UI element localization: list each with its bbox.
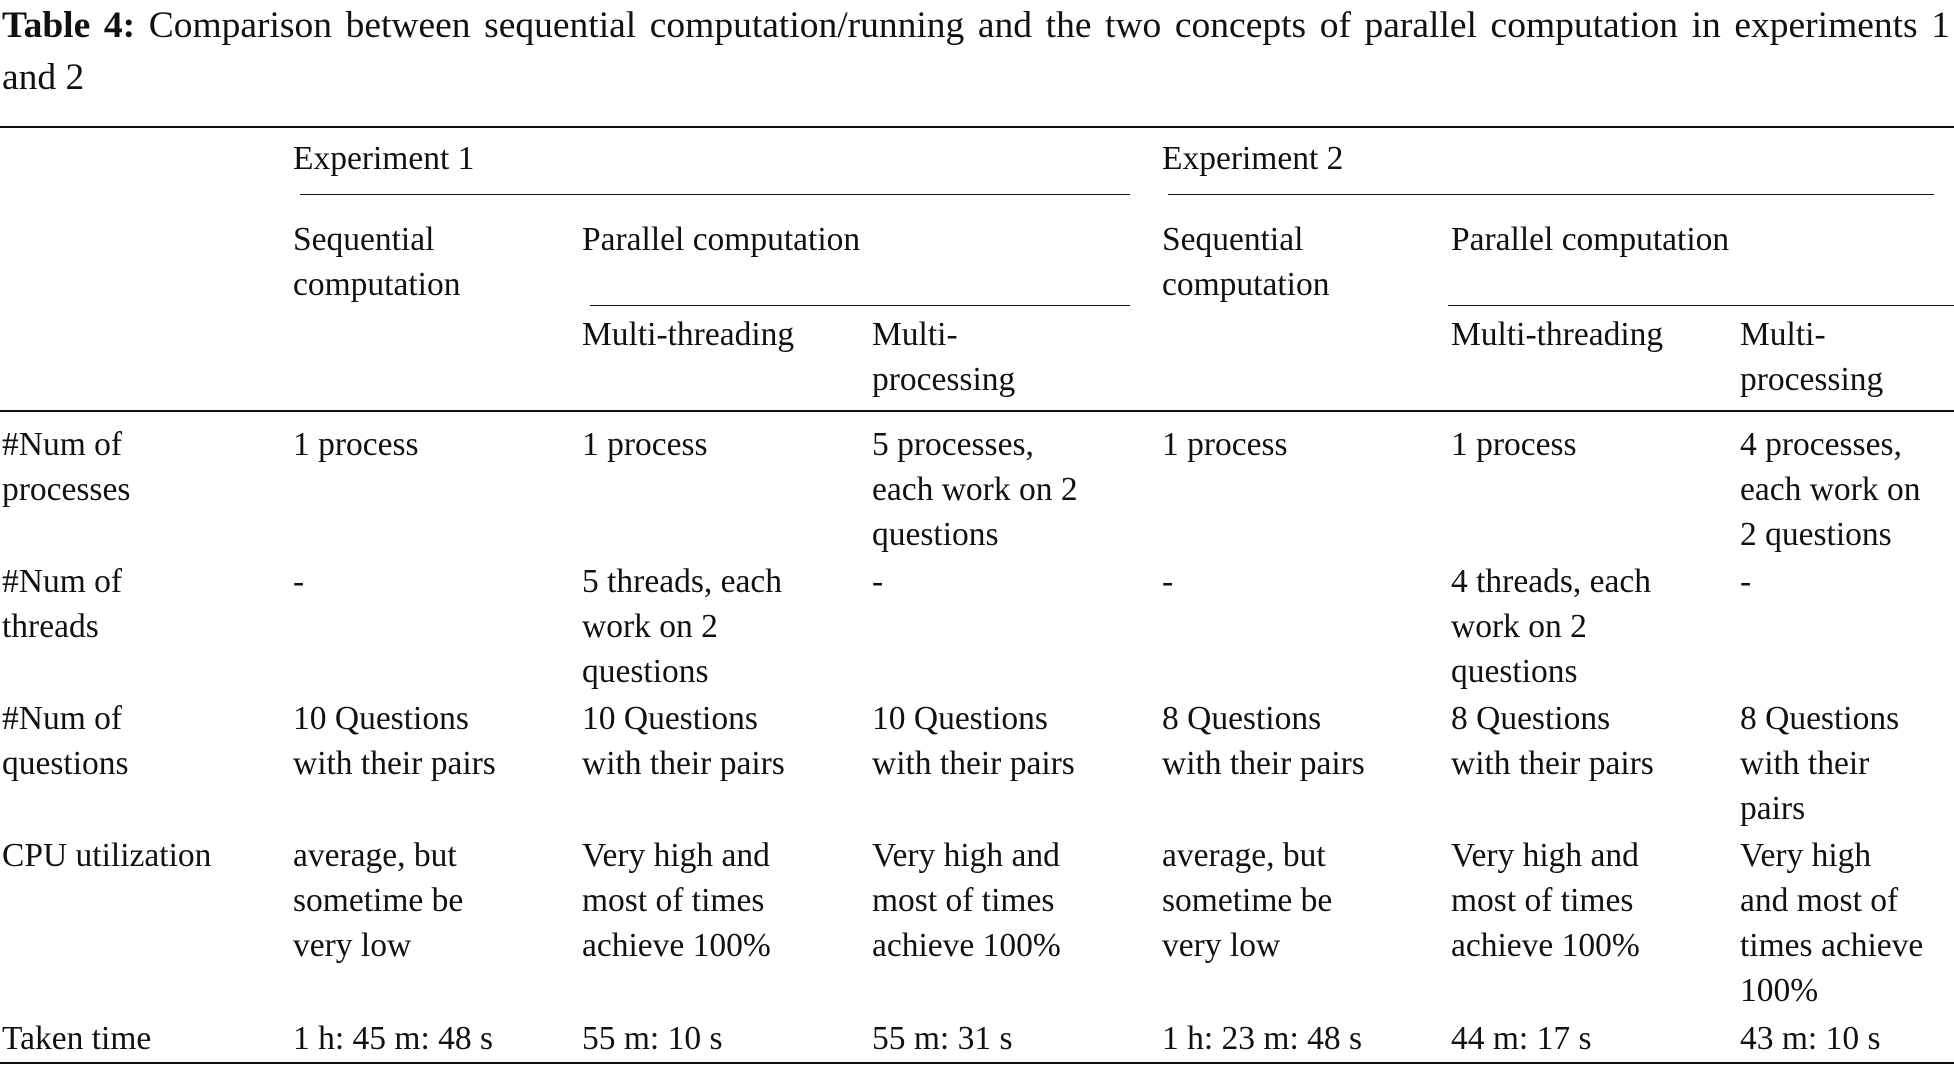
cell-line: - bbox=[1740, 563, 1752, 600]
cell-line: each work on 2 bbox=[872, 471, 1078, 508]
cell-line: sometime be bbox=[293, 882, 464, 919]
cell-line: 44 m: 17 s bbox=[1451, 1020, 1592, 1057]
cell-line: average, but bbox=[1162, 837, 1326, 874]
cell-line: with their pairs bbox=[582, 745, 785, 782]
table-cell bbox=[582, 559, 782, 694]
cell-line: #Num of bbox=[2, 563, 123, 600]
cell-line: with their bbox=[1740, 745, 1870, 782]
table-cell bbox=[872, 422, 1078, 557]
experiment-1-rule bbox=[300, 194, 1130, 195]
cell-line: - bbox=[872, 563, 884, 600]
cell-line: CPU utilization bbox=[2, 837, 212, 874]
cell-line: 43 m: 10 s bbox=[1740, 1020, 1881, 1057]
cell-line: #Num of bbox=[2, 426, 123, 463]
cell-line: with their pairs bbox=[1451, 745, 1654, 782]
table-cell bbox=[1162, 422, 1288, 467]
table-cell bbox=[1740, 696, 1899, 831]
caption-label: Table 4: bbox=[2, 5, 136, 46]
cell-line: with their pairs bbox=[872, 745, 1075, 782]
cell-line: achieve 100% bbox=[1451, 927, 1640, 964]
row-label bbox=[2, 696, 129, 786]
parallel-header-1: Parallel computation bbox=[582, 221, 861, 258]
cell-line: 5 threads, each bbox=[582, 563, 782, 600]
cell-line: 10 Questions bbox=[293, 700, 469, 737]
cell-line: - bbox=[293, 563, 305, 600]
cell-line: 1 process bbox=[293, 426, 419, 463]
parallel-2-rule bbox=[1448, 305, 1954, 306]
cell-line: questions bbox=[582, 653, 709, 690]
table-cell bbox=[1451, 559, 1651, 694]
row-label bbox=[2, 422, 130, 512]
cell-line: work on 2 bbox=[582, 608, 718, 645]
bottom-rule bbox=[0, 1062, 1954, 1064]
cell-line: most of times bbox=[872, 882, 1055, 919]
table-cell bbox=[293, 696, 496, 786]
cell-line: processes bbox=[2, 471, 131, 508]
parallel-header-2: Parallel computation bbox=[1451, 221, 1730, 258]
table-cell bbox=[1162, 833, 1332, 968]
cell-line: 10 Questions bbox=[582, 700, 758, 737]
table-cell bbox=[293, 1016, 493, 1061]
table-cell bbox=[582, 696, 785, 786]
cell-line: questions bbox=[872, 516, 999, 553]
table-cell bbox=[293, 559, 304, 604]
cell-line: threads bbox=[2, 608, 99, 645]
cell-line: each work on bbox=[1740, 471, 1921, 508]
cell-line: Very high and bbox=[872, 837, 1060, 874]
row-label bbox=[2, 833, 211, 878]
cell-line: 1 process bbox=[582, 426, 708, 463]
cell-line: most of times bbox=[582, 882, 765, 919]
cell-line: 8 Questions bbox=[1162, 700, 1322, 737]
experiment-2-header: Experiment 2 bbox=[1162, 140, 1344, 177]
table-cell bbox=[872, 833, 1061, 968]
table-cell bbox=[1162, 559, 1173, 604]
multithreading-header-2: Multi-threading bbox=[1451, 316, 1664, 353]
cell-line: 100% bbox=[1740, 972, 1819, 1009]
cell-line: and most of bbox=[1740, 882, 1899, 919]
table-cell bbox=[582, 1016, 723, 1061]
cell-line: 1 process bbox=[1451, 426, 1577, 463]
top-rule bbox=[0, 126, 1954, 128]
multiprocessing-header-1: Multi- processing bbox=[872, 316, 1016, 398]
table-cell bbox=[1451, 696, 1654, 786]
table-cell bbox=[872, 696, 1075, 786]
table-caption bbox=[2, 0, 1950, 104]
row-label bbox=[2, 559, 122, 649]
table-cell bbox=[872, 1016, 1013, 1061]
cell-line: average, but bbox=[293, 837, 457, 874]
cell-line: questions bbox=[2, 745, 129, 782]
cell-line: - bbox=[1162, 563, 1174, 600]
cell-line: Very high and bbox=[1451, 837, 1639, 874]
cell-line: 1 process bbox=[1162, 426, 1288, 463]
cell-line: Very high and bbox=[582, 837, 770, 874]
cell-line: #Num of bbox=[2, 700, 123, 737]
cell-line: 8 Questions bbox=[1451, 700, 1611, 737]
sequential-header-1: Sequential computation bbox=[293, 221, 461, 303]
cell-line: achieve 100% bbox=[872, 927, 1061, 964]
cell-line: 1 h: 23 m: 48 s bbox=[1162, 1020, 1363, 1057]
table-cell bbox=[1740, 833, 1923, 1013]
cell-line: sometime be bbox=[1162, 882, 1333, 919]
cell-line: pairs bbox=[1740, 790, 1806, 827]
cell-line: very low bbox=[293, 927, 412, 964]
table-cell bbox=[582, 833, 771, 968]
table-cell bbox=[1740, 1016, 1881, 1061]
cell-line: 10 Questions bbox=[872, 700, 1048, 737]
table-cell bbox=[293, 833, 463, 968]
table-cell bbox=[1162, 696, 1365, 786]
cell-line: 8 Questions bbox=[1740, 700, 1900, 737]
cell-line: 55 m: 31 s bbox=[872, 1020, 1013, 1057]
cell-line: very low bbox=[1162, 927, 1281, 964]
cell-line: Very high bbox=[1740, 837, 1872, 874]
table-cell bbox=[872, 559, 883, 604]
table-cell bbox=[1451, 1016, 1592, 1061]
table-cell bbox=[293, 422, 419, 467]
sequential-header-2: Sequential computation bbox=[1162, 221, 1330, 303]
cell-line: achieve 100% bbox=[582, 927, 771, 964]
table-cell bbox=[1740, 422, 1920, 557]
cell-line: questions bbox=[1451, 653, 1578, 690]
multithreading-header-1: Multi-threading bbox=[582, 316, 795, 353]
experiment-1-header: Experiment 1 bbox=[293, 140, 475, 177]
cell-line: with their pairs bbox=[1162, 745, 1365, 782]
header-rule bbox=[0, 410, 1954, 412]
cell-line: 55 m: 10 s bbox=[582, 1020, 723, 1057]
cell-line: 4 threads, each bbox=[1451, 563, 1651, 600]
row-label bbox=[2, 1016, 151, 1061]
table-cell bbox=[582, 422, 708, 467]
cell-line: 1 h: 45 m: 48 s bbox=[293, 1020, 494, 1057]
cell-line: most of times bbox=[1451, 882, 1634, 919]
experiment-2-rule bbox=[1168, 194, 1934, 195]
cell-line: 2 questions bbox=[1740, 516, 1892, 553]
table-cell bbox=[1451, 422, 1577, 467]
caption-text: Comparison between sequential computation/running and the two concepts of parallel computation in experiments 1 and 2 bbox=[2, 5, 1950, 98]
parallel-1-rule bbox=[590, 305, 1130, 306]
cell-line: work on 2 bbox=[1451, 608, 1587, 645]
cell-line: with their pairs bbox=[293, 745, 496, 782]
multiprocessing-header-2: Multi- processing bbox=[1740, 316, 1884, 398]
table-cell bbox=[1162, 1016, 1362, 1061]
table-cell bbox=[1740, 559, 1751, 604]
cell-line: Taken time bbox=[2, 1020, 152, 1057]
cell-line: 5 processes, bbox=[872, 426, 1034, 463]
cell-line: 4 processes, bbox=[1740, 426, 1902, 463]
table-cell bbox=[1451, 833, 1640, 968]
cell-line: times achieve bbox=[1740, 927, 1924, 964]
